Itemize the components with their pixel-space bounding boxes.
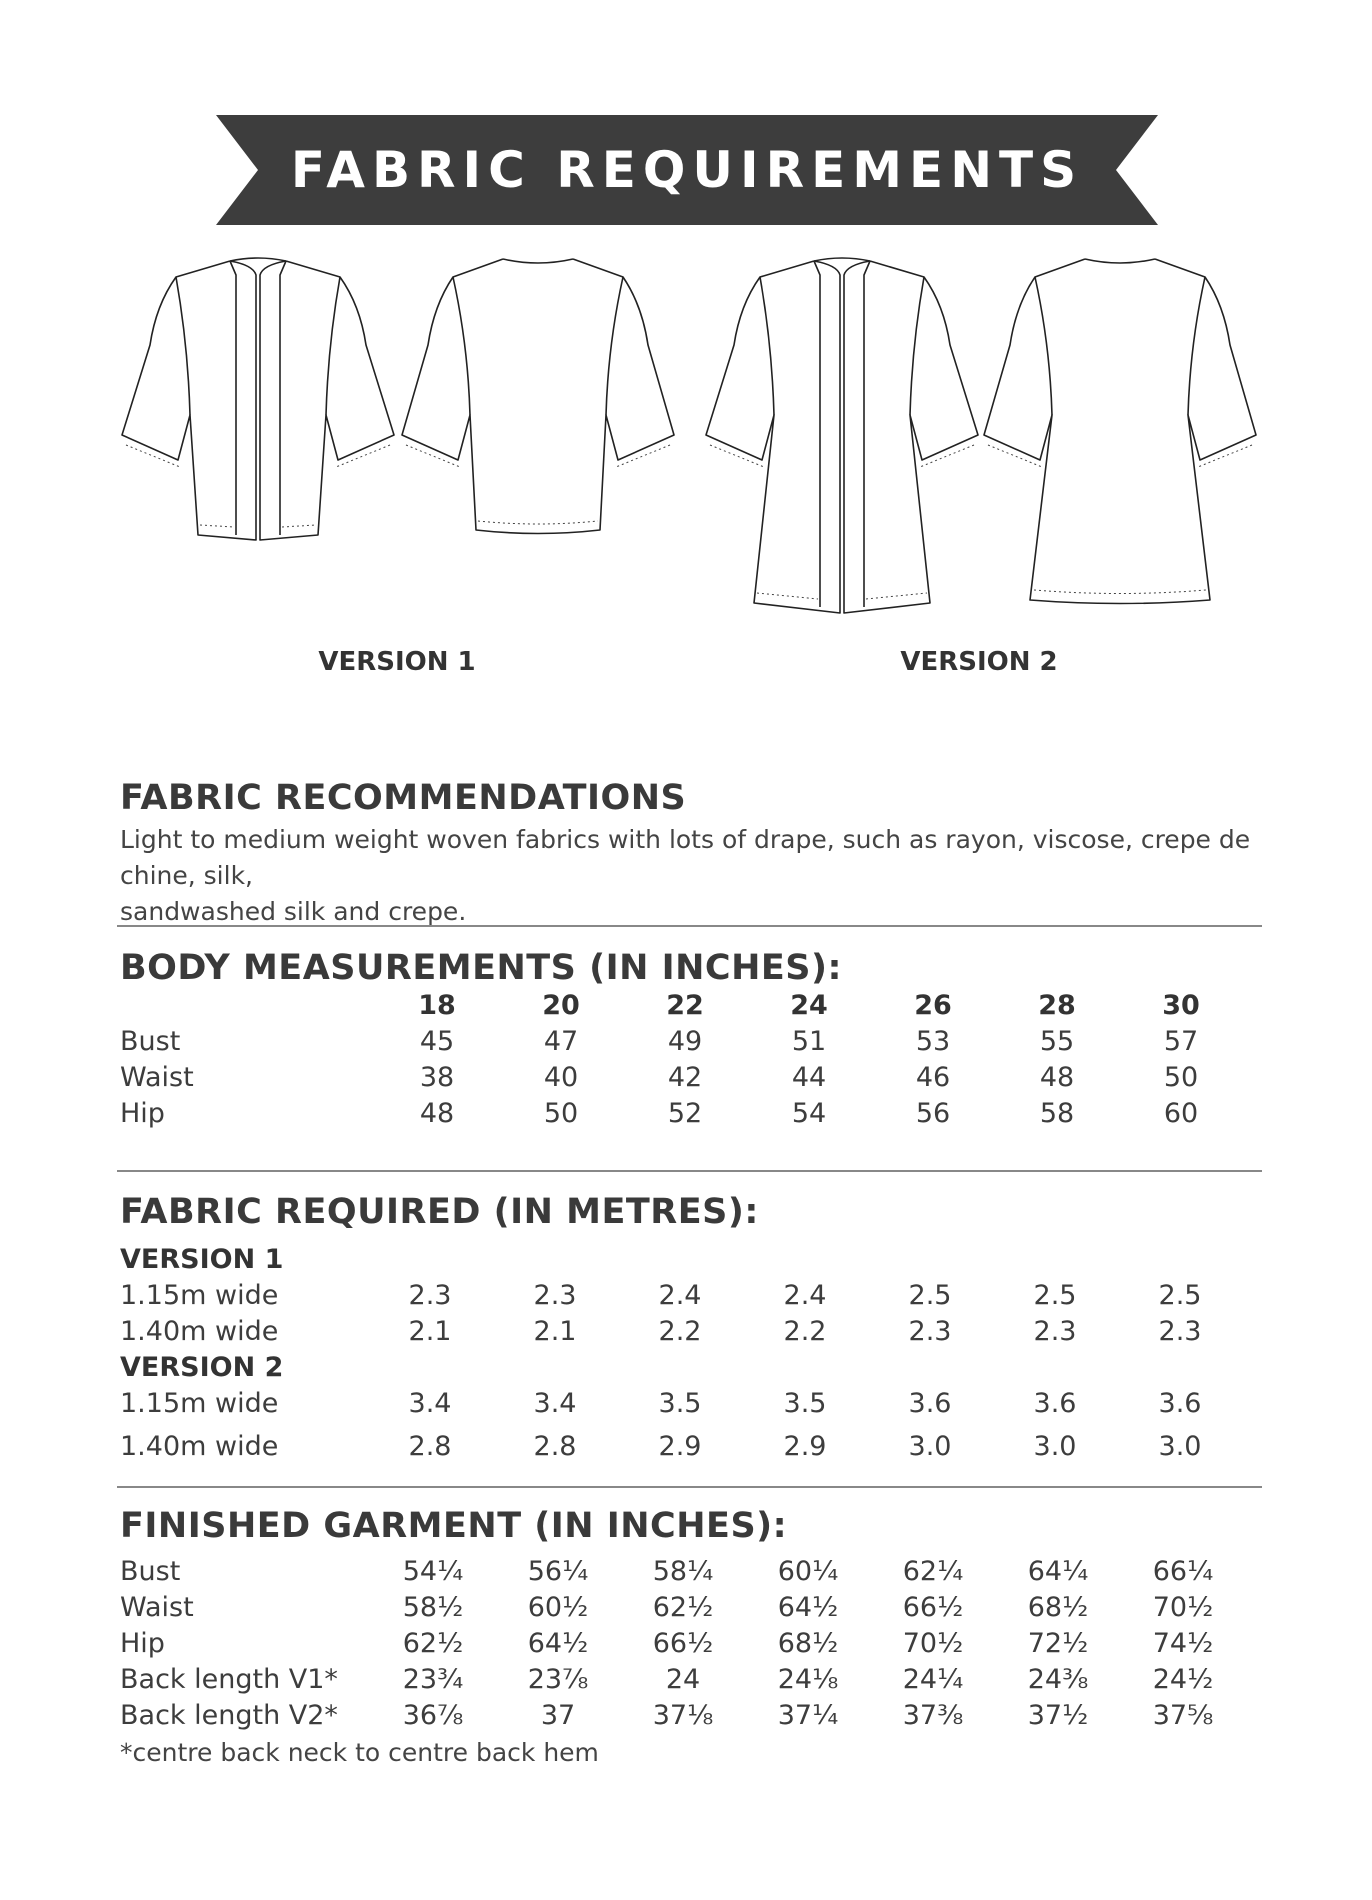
table-cell: 23⅞	[527, 1664, 589, 1695]
table-cell: 37⅜	[902, 1700, 964, 1731]
table-row	[120, 1098, 1260, 1134]
table-cell: 2.3	[1158, 1316, 1202, 1347]
table-cell: 2.2	[783, 1316, 827, 1347]
recommendations-text-line2: sandwashed silk and crepe.	[120, 897, 467, 926]
table-cell: 3.6	[1158, 1388, 1202, 1419]
table-row	[120, 1062, 1260, 1098]
table-cell: 47	[543, 1026, 579, 1057]
row-label: 1.40m wide	[120, 1431, 279, 1462]
table-cell: 60	[1163, 1098, 1199, 1129]
row-label: 1.15m wide	[120, 1388, 279, 1419]
table-cell: 58	[1039, 1098, 1075, 1129]
table-cell: 2.5	[1033, 1280, 1077, 1311]
table-cell: 58½	[402, 1592, 464, 1623]
divider	[117, 925, 1262, 927]
size-header: 24	[790, 990, 828, 1021]
table-row	[120, 1280, 1260, 1316]
table-cell: 24½	[1152, 1664, 1214, 1695]
table-row	[120, 1388, 1260, 1424]
fabric-required-heading-wrap	[120, 1192, 1260, 1232]
table-cell: 2.9	[783, 1431, 827, 1462]
version2-label: VERSION 2	[900, 647, 1058, 677]
table-cell: 24	[665, 1664, 701, 1695]
table-cell: 57	[1163, 1026, 1199, 1057]
table-cell: 66½	[652, 1628, 714, 1659]
table-cell: 2.8	[408, 1431, 452, 1462]
version2-front-illustration	[702, 255, 982, 620]
table-cell: 2.3	[1033, 1316, 1077, 1347]
table-cell: 2.1	[408, 1316, 452, 1347]
page-title: FABRIC REQUIREMENTS	[290, 141, 1084, 199]
table-cell: 2.2	[658, 1316, 702, 1347]
table-cell: 52	[667, 1098, 703, 1129]
row-label: Waist	[120, 1062, 194, 1093]
table-cell: 37	[540, 1700, 576, 1731]
table-cell: 2.8	[533, 1431, 577, 1462]
recommendations-heading: FABRIC RECOMMENDATIONS	[120, 778, 687, 818]
table-cell: 50	[1163, 1062, 1199, 1093]
table-cell: 2.3	[533, 1280, 577, 1311]
table-cell: 49	[667, 1026, 703, 1057]
table-cell: 24⅛	[777, 1664, 839, 1695]
table-cell: 46	[915, 1062, 951, 1093]
table-row	[120, 1431, 1260, 1467]
table-row	[120, 1664, 1260, 1700]
table-cell: 64¼	[1027, 1556, 1089, 1587]
finished-garment-heading: FINISHED GARMENT (IN INCHES):	[120, 1506, 788, 1546]
table-row	[120, 1628, 1260, 1664]
table-row	[120, 1026, 1260, 1062]
title-banner	[216, 115, 1158, 225]
size-header-row	[120, 990, 1260, 1026]
table-row	[120, 1592, 1260, 1628]
divider	[117, 1170, 1262, 1172]
table-cell: 23¾	[402, 1664, 464, 1695]
row-label: 1.40m wide	[120, 1316, 279, 1347]
table-cell: 62¼	[902, 1556, 964, 1587]
table-cell: 2.9	[658, 1431, 702, 1462]
version1-front-illustration	[118, 255, 398, 545]
table-cell: 66¼	[1152, 1556, 1214, 1587]
row-label: Back length V1*	[120, 1664, 338, 1695]
table-cell: 44	[791, 1062, 827, 1093]
table-cell: 24¼	[902, 1664, 964, 1695]
table-cell: 37½	[1027, 1700, 1089, 1731]
table-cell: 51	[791, 1026, 827, 1057]
table-cell: 64½	[527, 1628, 589, 1659]
table-cell: 2.4	[783, 1280, 827, 1311]
table-cell: 3.5	[658, 1388, 702, 1419]
table-cell: 68½	[1027, 1592, 1089, 1623]
size-header: 30	[1162, 990, 1200, 1021]
size-header: 28	[1038, 990, 1076, 1021]
size-header: 20	[542, 990, 580, 1021]
table-cell: 2.3	[908, 1316, 952, 1347]
row-label: Hip	[120, 1098, 165, 1129]
table-cell: 37⅛	[652, 1700, 714, 1731]
table-cell: 3.6	[908, 1388, 952, 1419]
table-cell: 3.4	[408, 1388, 452, 1419]
table-cell: 2.4	[658, 1280, 702, 1311]
size-header: 26	[914, 990, 952, 1021]
size-header: 18	[418, 990, 456, 1021]
finished-garment-heading-wrap	[120, 1506, 1260, 1546]
table-cell: 40	[543, 1062, 579, 1093]
divider	[117, 1486, 1262, 1488]
table-cell: 64½	[777, 1592, 839, 1623]
recommendations-text-line1: Light to medium weight woven fabrics with lots of drape, such as rayon, viscose, crepe de chine, silk,	[120, 825, 1251, 890]
table-cell: 3.5	[783, 1388, 827, 1419]
table-cell: 42	[667, 1062, 703, 1093]
size-header: 22	[666, 990, 704, 1021]
footnote: *centre back neck to centre back hem	[120, 1738, 599, 1767]
fabric-recommendations	[120, 778, 1260, 930]
table-cell: 56¼	[527, 1556, 589, 1587]
table-row	[120, 1316, 1260, 1352]
table-cell: 48	[419, 1098, 455, 1129]
row-label: Back length V2*	[120, 1700, 338, 1731]
table-cell: 24⅜	[1027, 1664, 1089, 1695]
version2-back-illustration	[980, 255, 1260, 620]
version1-label: VERSION 1	[318, 647, 476, 677]
table-cell: 74½	[1152, 1628, 1214, 1659]
table-cell: 54	[791, 1098, 827, 1129]
table-cell: 3.0	[1033, 1431, 1077, 1462]
table-cell: 66½	[902, 1592, 964, 1623]
row-label: 1.15m wide	[120, 1280, 279, 1311]
table-cell: 60½	[527, 1592, 589, 1623]
table-row	[120, 1700, 1260, 1736]
fabric-required-heading: FABRIC REQUIRED (IN METRES):	[120, 1192, 759, 1232]
table-cell: 2.1	[533, 1316, 577, 1347]
table-cell: 70½	[902, 1628, 964, 1659]
table-cell: 72½	[1027, 1628, 1089, 1659]
row-label: Bust	[120, 1026, 181, 1057]
table-row	[120, 1556, 1260, 1592]
table-cell: 37¼	[777, 1700, 839, 1731]
table-cell: 3.4	[533, 1388, 577, 1419]
table-cell: 50	[543, 1098, 579, 1129]
table-cell: 2.3	[408, 1280, 452, 1311]
table-cell: 37⅝	[1152, 1700, 1214, 1731]
table-cell: 58¼	[652, 1556, 714, 1587]
body-measurements-heading: BODY MEASUREMENTS (IN INCHES):	[120, 948, 842, 988]
table-cell: 62½	[652, 1592, 714, 1623]
table-cell: 2.5	[908, 1280, 952, 1311]
row-label: Bust	[120, 1556, 181, 1587]
table-cell: 36⅞	[402, 1700, 464, 1731]
table-cell: 53	[915, 1026, 951, 1057]
version1-back-illustration	[398, 255, 678, 545]
table-cell: 68½	[777, 1628, 839, 1659]
table-cell: 62½	[402, 1628, 464, 1659]
table-cell: 38	[419, 1062, 455, 1093]
table-cell: 3.6	[1033, 1388, 1077, 1419]
table-cell: 54¼	[402, 1556, 464, 1587]
table-cell: 48	[1039, 1062, 1075, 1093]
table-cell: 70½	[1152, 1592, 1214, 1623]
table-cell: 3.0	[908, 1431, 952, 1462]
row-label: Waist	[120, 1592, 194, 1623]
fabric-required-version2-label: VERSION 2	[120, 1352, 284, 1383]
table-cell: 60¼	[777, 1556, 839, 1587]
fabric-required-version1-label: VERSION 1	[120, 1244, 284, 1275]
body-measurements-heading-wrap	[120, 948, 1260, 988]
table-cell: 2.5	[1158, 1280, 1202, 1311]
table-cell: 3.0	[1158, 1431, 1202, 1462]
row-label: Hip	[120, 1628, 165, 1659]
table-cell: 56	[915, 1098, 951, 1129]
table-cell: 45	[419, 1026, 455, 1057]
table-cell: 55	[1039, 1026, 1075, 1057]
